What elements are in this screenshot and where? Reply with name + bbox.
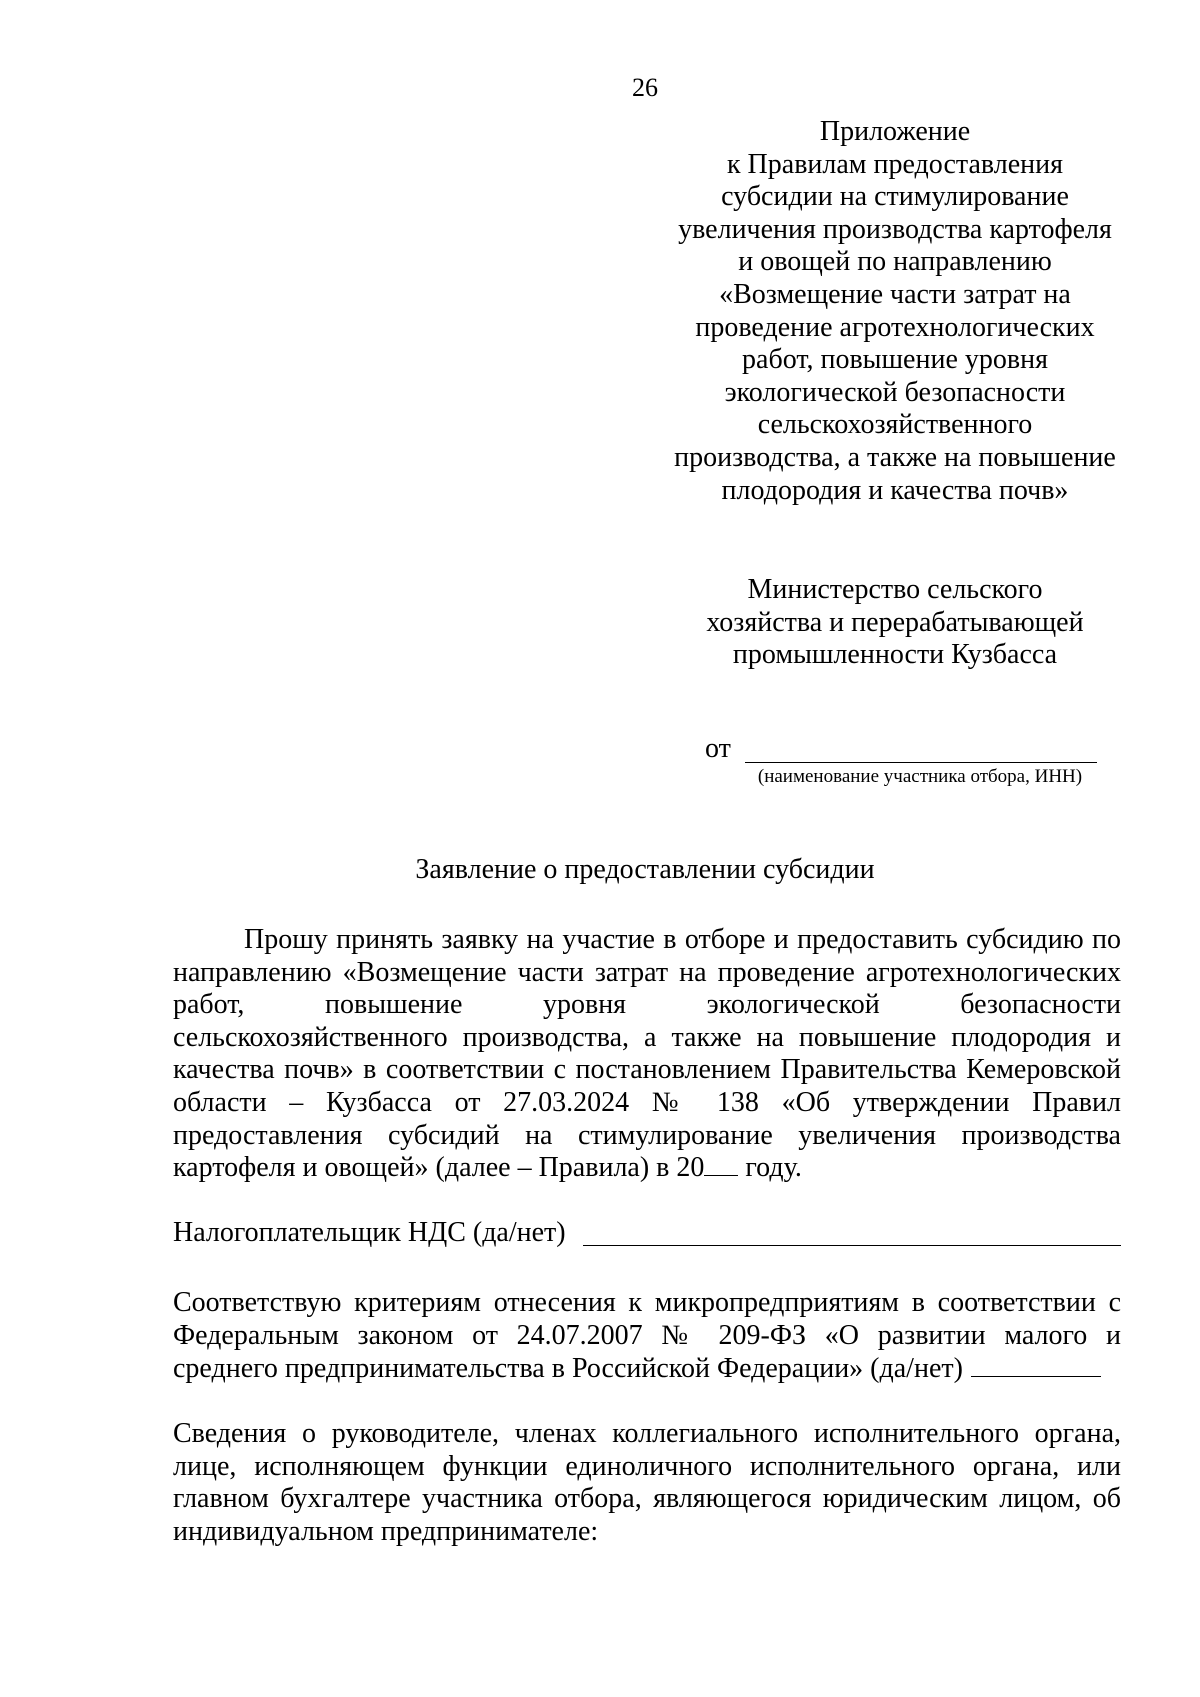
micro-enterprise-blank[interactable] bbox=[971, 1352, 1101, 1377]
paragraph-line: Федеральным законом от 24.07.2007 № 209-ФЗ «О развитии малого и bbox=[173, 1319, 1121, 1351]
paragraph-line: качества почв» в соответствии с постановлением Правительства Кемеровской bbox=[173, 1054, 1121, 1086]
appendix-line: и овощей по направлению bbox=[738, 246, 1052, 278]
year-text-before: картофеля и овощей» (далее – Правила) в 20 bbox=[173, 1152, 705, 1184]
document-title: Заявление о предоставлении субсидии bbox=[415, 854, 875, 885]
year-text-after: году. bbox=[738, 1152, 802, 1184]
paragraph-line: Сведения о руководителе, членах коллегиального исполнительного органа, bbox=[173, 1418, 1121, 1449]
applicant-name-blank[interactable] bbox=[745, 762, 1097, 763]
from-caption: (наименование участника отбора, ИНН) bbox=[757, 766, 1083, 787]
paragraph-micro-enterprise bbox=[173, 1287, 1121, 1386]
appendix-line: проведение агротехнологических bbox=[695, 311, 1095, 343]
appendix-line: экологической безопасности bbox=[724, 376, 1066, 408]
appendix-line: субсидии на стимулирование bbox=[721, 181, 1069, 213]
paragraph-line: направлению «Возмещение части затрат на проведение агротехнологических bbox=[173, 956, 1121, 988]
appendix-line: производства, а также на повышение bbox=[674, 441, 1116, 473]
vat-payer-field bbox=[173, 1217, 1121, 1249]
addressee-line: промышленности Кузбасса bbox=[732, 639, 1058, 671]
appendix-line: увеличения производства картофеля bbox=[678, 213, 1112, 245]
paragraph-line: области – Кузбасса от 27.03.2024 № 138 «Об утверждении Правил bbox=[173, 1086, 1121, 1118]
year-blank[interactable] bbox=[704, 1153, 738, 1176]
addressee-line: хозяйства и перерабатывающей bbox=[706, 606, 1084, 638]
appendix-line: «Возмещение части затрат на bbox=[719, 278, 1071, 310]
paragraph-management-info bbox=[173, 1418, 1121, 1548]
appendix-line: к Правилам предоставления bbox=[726, 148, 1064, 180]
vat-payer-label: Налогоплательщик НДС (да/нет) bbox=[173, 1217, 566, 1248]
appendix-block bbox=[668, 116, 1122, 507]
addressee-block bbox=[668, 574, 1122, 672]
vat-payer-blank[interactable] bbox=[583, 1245, 1121, 1246]
paragraph-line: лице, исполняющем функции единоличного исполнительного органа, или bbox=[173, 1450, 1121, 1482]
addressee-line: Министерство сельского bbox=[747, 574, 1043, 605]
paragraph-last-line bbox=[173, 1152, 1121, 1185]
from-label: от bbox=[705, 733, 731, 764]
paragraph-request bbox=[173, 924, 1121, 1185]
page-number: 26 bbox=[632, 73, 658, 102]
paragraph-last-line bbox=[173, 1352, 1121, 1386]
paragraph-line: главном бухгалтере участника отбора, являющегося юридическим лицом, об bbox=[173, 1483, 1121, 1515]
paragraph-line: Соответствую критериям отнесения к микропредприятиям в соответствии с bbox=[173, 1287, 1121, 1318]
paragraph-line: предоставления субсидий на стимулирование увеличения производства bbox=[173, 1119, 1121, 1151]
appendix-line: Приложение bbox=[819, 116, 971, 147]
paragraph-last-line: индивидуальном предпринимателе: bbox=[173, 1515, 599, 1547]
paragraph-line: работ, повышение уровня экологической безопасности bbox=[173, 989, 1121, 1021]
appendix-line: сельскохозяйственного bbox=[757, 409, 1033, 441]
from-field bbox=[705, 733, 1125, 793]
paragraph-line: Прошу принять заявку на участие в отборе и предоставить субсидию по bbox=[244, 924, 1121, 955]
appendix-line: работ, повышение уровня bbox=[742, 344, 1048, 376]
appendix-line: плодородия и качества почв» bbox=[721, 474, 1069, 506]
paragraph-line: сельскохозяйственного производства, а также на повышение плодородия и bbox=[173, 1021, 1121, 1053]
micro-enterprise-text: среднего предпринимательства в Российской Федерации» (да/нет) bbox=[173, 1353, 963, 1385]
